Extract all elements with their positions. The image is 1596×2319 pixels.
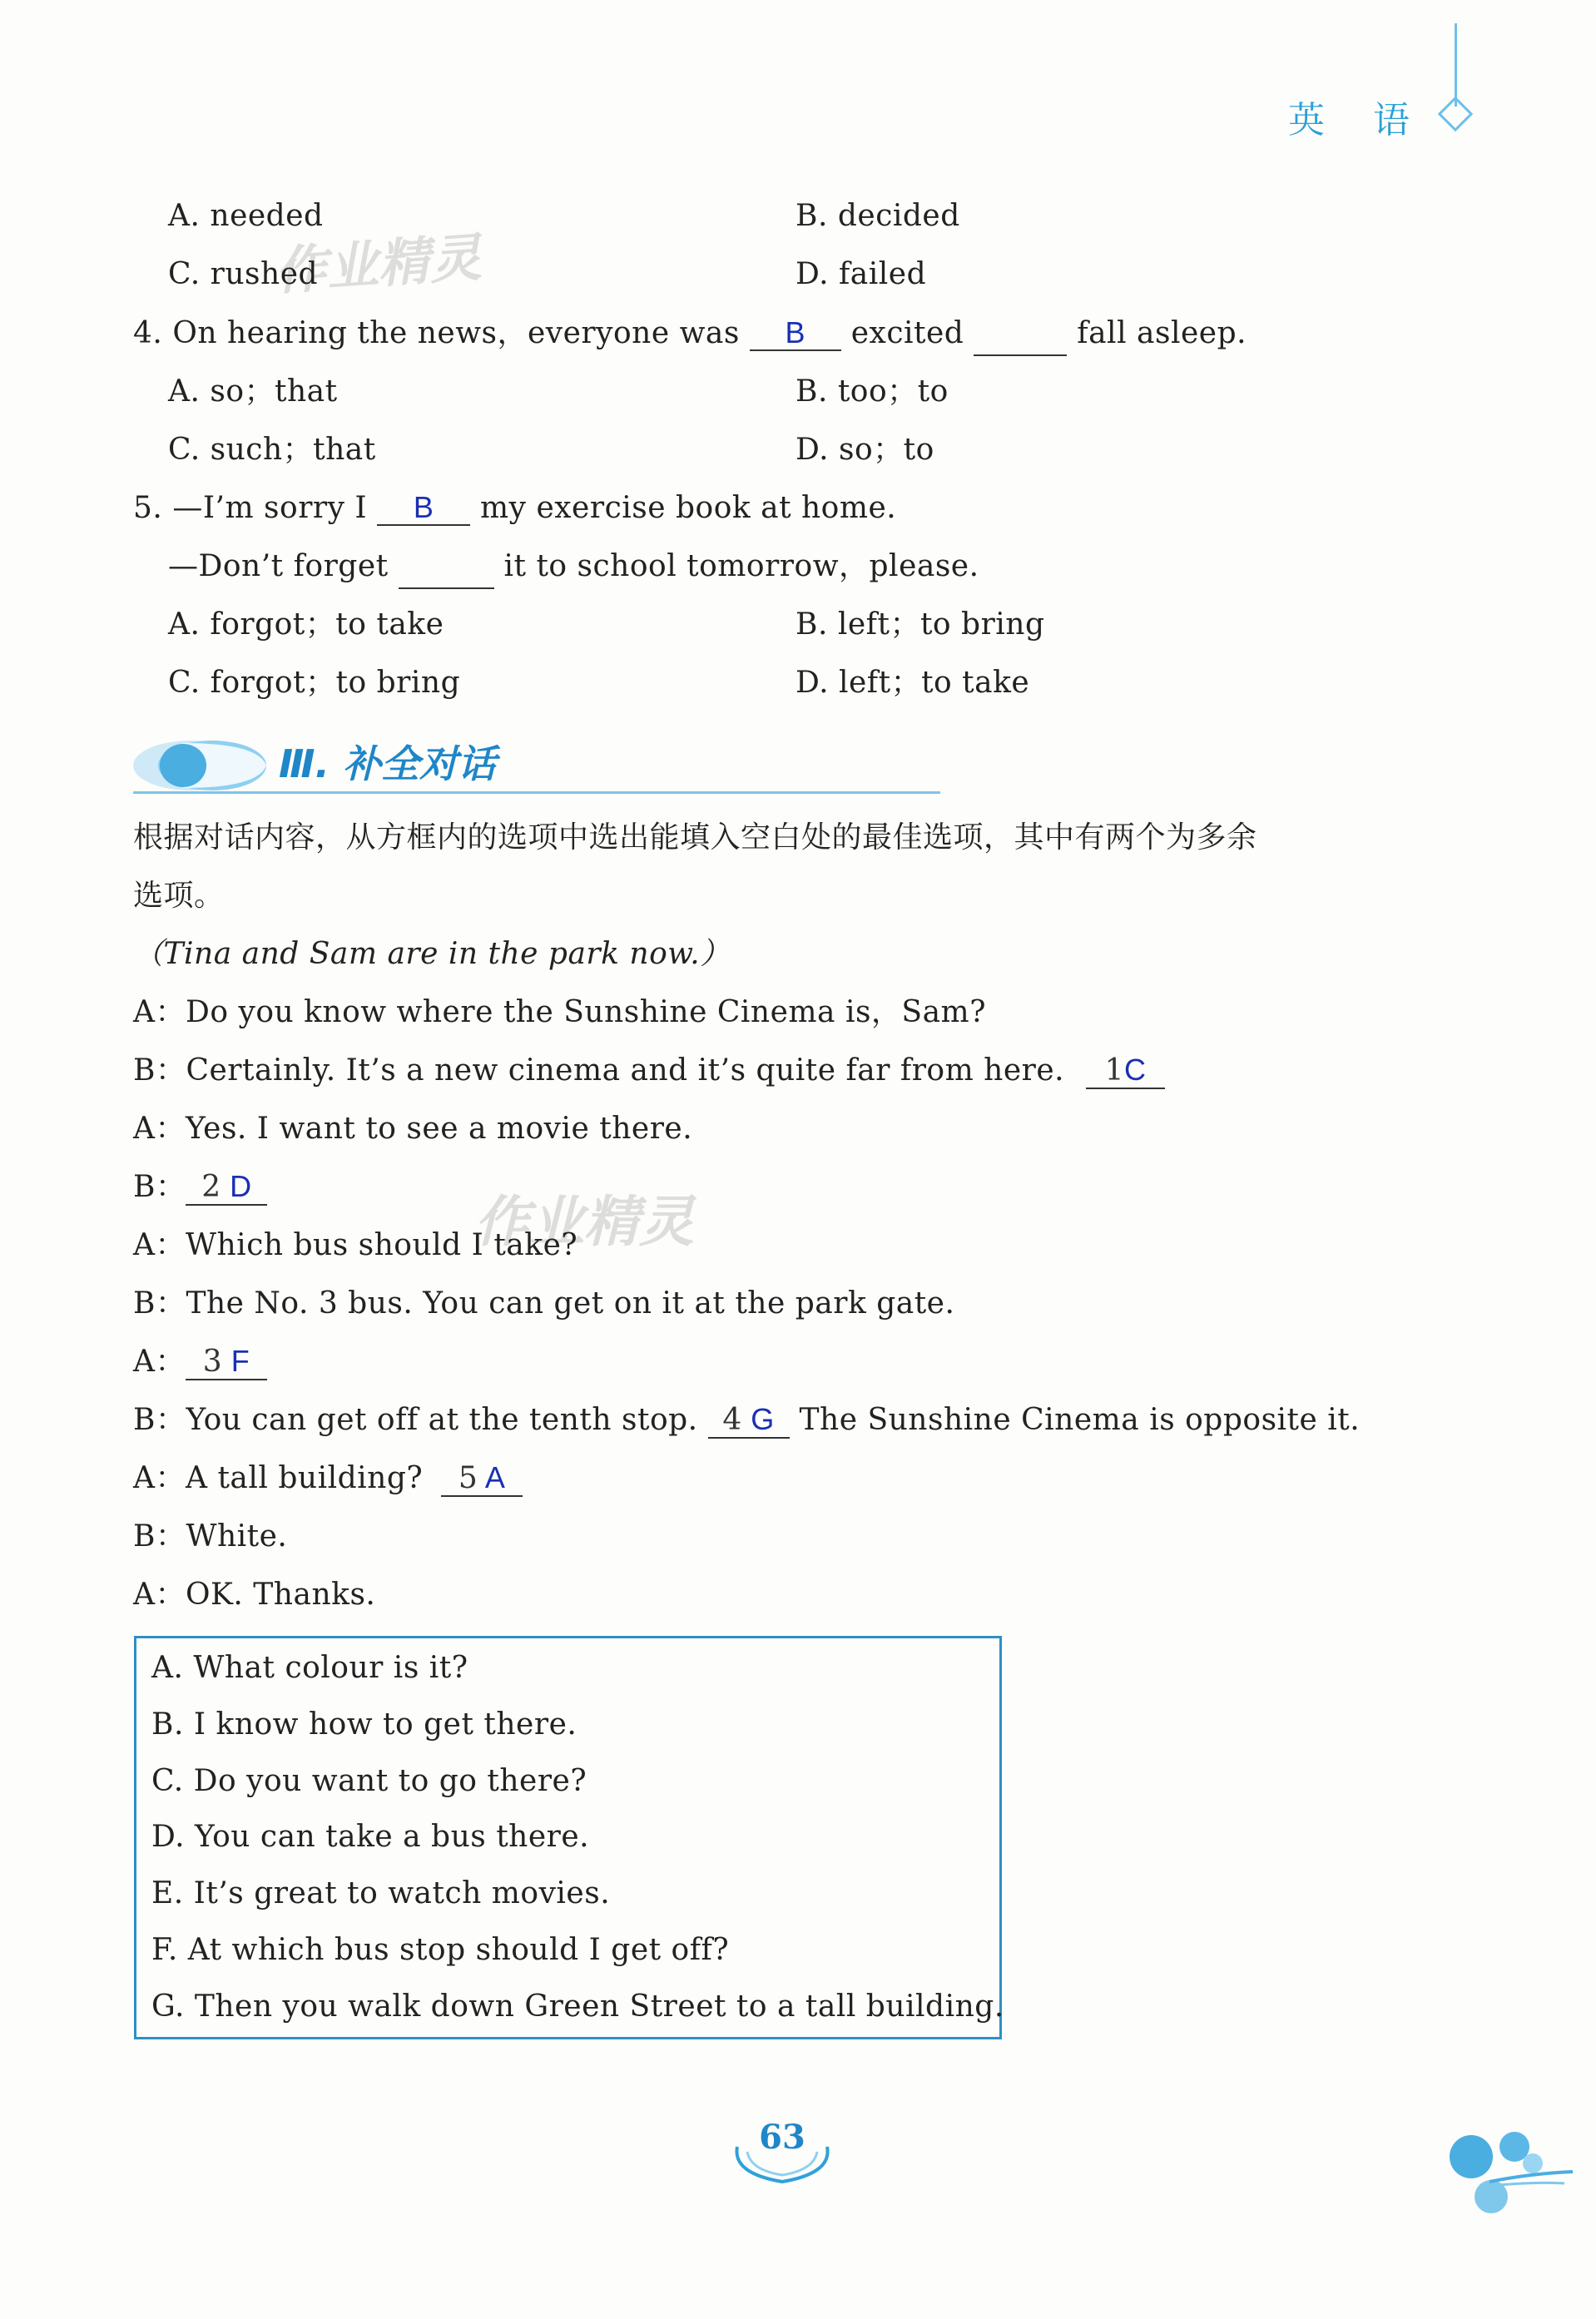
box-option-a: A. What colour is it? bbox=[151, 1651, 468, 1685]
dialogue-line-5: A：Which bus should I take? bbox=[133, 1228, 578, 1262]
q3-option-d: D. failed bbox=[796, 257, 927, 291]
q4-option-a: A. so；that bbox=[168, 374, 338, 409]
q5-line-2 bbox=[168, 546, 979, 589]
q5-text-1: —I’m sorry I bbox=[172, 491, 368, 525]
q4-text-1: On hearing the news，everyone was bbox=[172, 316, 740, 350]
blank-3-number: 3 bbox=[202, 1345, 223, 1379]
bubbles-decoration-icon bbox=[1440, 2113, 1581, 2222]
blank-1-answer: C bbox=[1124, 1053, 1147, 1087]
dialogue-line-2 bbox=[133, 1050, 1165, 1092]
q4-stem bbox=[133, 313, 1247, 356]
blank-1-number: 1 bbox=[1104, 1053, 1125, 1088]
dialogue-context: （Tina and Sam are in the park now.） bbox=[133, 937, 731, 971]
blank-2 bbox=[186, 1170, 267, 1206]
blank-2-number: 2 bbox=[201, 1170, 221, 1204]
blank-5-answer: A bbox=[484, 1460, 506, 1494]
page-number: 63 bbox=[759, 2118, 805, 2157]
q4-number: 4. bbox=[133, 316, 163, 350]
dialogue-line-8 bbox=[133, 1400, 1360, 1441]
q5-text-2: my exercise book at home. bbox=[480, 491, 897, 525]
q5-option-c: C. forgot；to bring bbox=[168, 666, 461, 700]
q4-blank-2 bbox=[974, 313, 1067, 356]
q4-option-b: B. too；to bbox=[796, 374, 949, 409]
q4-text-3: fall asleep. bbox=[1077, 316, 1247, 350]
q5-option-a: A. forgot；to take bbox=[168, 607, 444, 642]
q5-number: 5. bbox=[133, 491, 163, 525]
q5-blank-2 bbox=[399, 546, 494, 589]
blank-1 bbox=[1086, 1053, 1165, 1089]
box-option-f: F. At which bus stop should I get off? bbox=[151, 1933, 730, 1967]
q5-option-d: D. left；to take bbox=[796, 666, 1030, 700]
blank-4-answer: G bbox=[751, 1402, 775, 1436]
dialogue-line-2-text: B：Certainly. It’s a new cinema and it’s quite far from here. bbox=[133, 1053, 1065, 1088]
box-option-g: G. Then you walk down Green Street to a tall building. bbox=[151, 1989, 1004, 2024]
q4-text-2: excited bbox=[850, 316, 964, 350]
blank-5-number: 5 bbox=[458, 1461, 478, 1495]
blank-3-answer: F bbox=[230, 1344, 250, 1378]
q5-stem bbox=[133, 488, 896, 529]
watermark-middle: 作业精灵 bbox=[474, 1190, 694, 1254]
q5-answer: B bbox=[377, 491, 470, 526]
dialogue-line-4 bbox=[133, 1167, 267, 1208]
dialogue-line-8-text-b: The Sunshine Cinema is opposite it. bbox=[799, 1403, 1361, 1437]
header-vertical-line bbox=[1455, 23, 1457, 107]
instruction-line-1: 根据对话内容，从方框内的选项中选出能填入空白处的最佳选项，其中有两个为多余 bbox=[133, 820, 1257, 855]
q3-option-c: C. rushed bbox=[168, 257, 319, 291]
dialogue-line-7 bbox=[133, 1341, 267, 1383]
blank-4-number: 4 bbox=[722, 1403, 742, 1437]
dialogue-line-9 bbox=[133, 1458, 523, 1499]
dialogue-line-8-text-a: B：You can get off at the tenth stop. bbox=[133, 1403, 698, 1437]
q3-option-a: A. needed bbox=[168, 199, 324, 233]
dialogue-line-3: A：Yes. I want to see a movie there. bbox=[133, 1112, 693, 1146]
blank-2-answer: D bbox=[230, 1169, 252, 1203]
dialogue-line-10: B：White. bbox=[133, 1519, 288, 1553]
q4-answer: B bbox=[750, 316, 841, 351]
dialogue-line-4-speaker: B： bbox=[133, 1170, 186, 1204]
section-underline bbox=[133, 791, 940, 794]
box-option-b: B. I know how to get there. bbox=[151, 1707, 577, 1742]
instruction-line-2: 选项。 bbox=[133, 879, 225, 913]
diamond-icon bbox=[1438, 97, 1473, 131]
watermark-top: 作业精灵 bbox=[273, 226, 483, 302]
q3-option-b: B. decided bbox=[796, 199, 960, 233]
dialogue-line-11: A：OK. Thanks. bbox=[133, 1578, 376, 1612]
box-option-c: C. Do you want to go there? bbox=[151, 1764, 587, 1798]
section-title: Ⅲ. 补全对话 bbox=[279, 741, 496, 786]
q5-line-2b: it to school tomorrow，please. bbox=[503, 549, 979, 583]
blank-3 bbox=[186, 1345, 267, 1380]
blank-4 bbox=[708, 1403, 790, 1439]
q4-option-c: C. such；that bbox=[168, 433, 376, 467]
box-option-d: D. You can take a bus there. bbox=[151, 1820, 590, 1854]
section-banner-icon bbox=[133, 736, 270, 795]
q4-option-d: D. so；to bbox=[796, 433, 934, 467]
dialogue-line-9-text: A：A tall building? bbox=[133, 1461, 424, 1495]
dialogue-line-6: B：The No. 3 bus. You can get on it at the park gate. bbox=[133, 1286, 955, 1321]
q5-option-b: B. left；to bring bbox=[796, 607, 1045, 642]
blank-5 bbox=[441, 1461, 523, 1497]
q5-line-2a: —Don’t forget bbox=[168, 549, 389, 583]
dialogue-line-1: A：Do you know where the Sunshine Cinema is，Sam? bbox=[133, 995, 986, 1029]
dialogue-line-7-speaker: A： bbox=[133, 1345, 186, 1379]
box-option-e: E. It’s great to watch movies. bbox=[151, 1876, 611, 1910]
subject-label: 英 语 bbox=[1288, 99, 1428, 141]
